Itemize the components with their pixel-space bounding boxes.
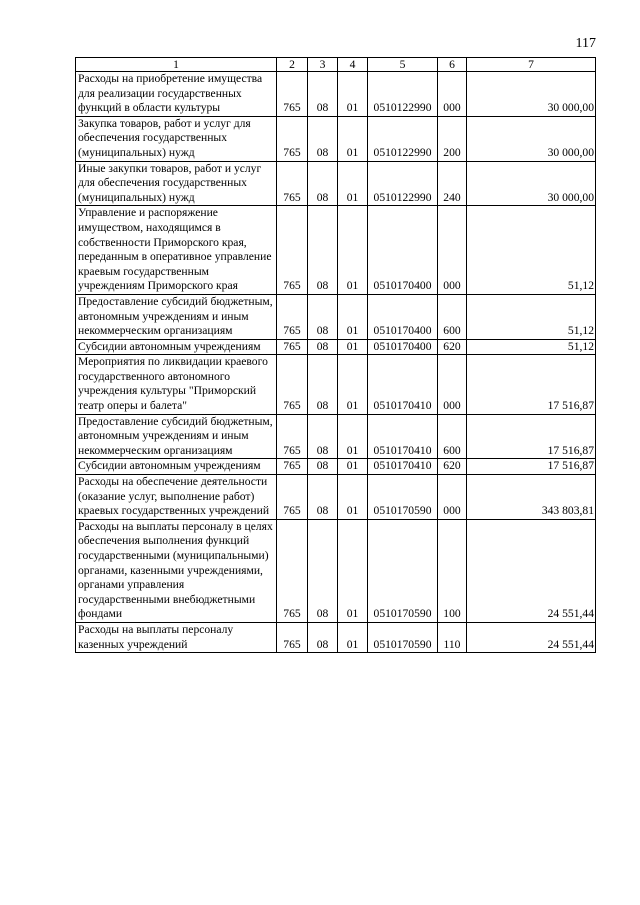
table-row — [76, 161, 596, 206]
row-col2: 765 — [277, 294, 308, 339]
row-amount: 30 000,00 — [467, 161, 596, 206]
row-description: Закупка товаров, работ и услуг для обеспечения государственных (муниципальных) нужд — [76, 116, 277, 161]
row-col6: 110 — [438, 622, 467, 652]
header-cell-3: 3 — [308, 58, 338, 72]
table-row — [76, 339, 596, 355]
row-col3: 08 — [308, 459, 338, 475]
row-col5: 0510170410 — [368, 414, 438, 459]
row-amount: 24 551,44 — [467, 519, 596, 622]
row-amount: 24 551,44 — [467, 622, 596, 652]
row-col4: 01 — [338, 355, 368, 414]
row-col3: 08 — [308, 339, 338, 355]
row-col6: 000 — [438, 206, 467, 295]
table-row — [76, 414, 596, 459]
row-description: Управление и распоряжение имуществом, находящимся в собственности Приморского края, переданным в оперативное управление краевым государственным учреждениям Приморского края — [76, 206, 277, 295]
row-col2: 765 — [277, 72, 308, 117]
table-row — [76, 294, 596, 339]
row-amount: 30 000,00 — [467, 72, 596, 117]
header-cell-1: 1 — [76, 58, 277, 72]
row-col2: 765 — [277, 519, 308, 622]
row-amount: 51,12 — [467, 339, 596, 355]
table-row — [76, 519, 596, 622]
row-col3: 08 — [308, 519, 338, 622]
row-col5: 0510170400 — [368, 206, 438, 295]
row-description: Субсидии автономным учреждениям — [76, 459, 277, 475]
row-description: Расходы на выплаты персоналу в целях обеспечения выполнения функций государственными (муниципальными) органами, казенными учреждениями, органами управления государственными внебюджетными фондами — [76, 519, 277, 622]
row-amount: 17 516,87 — [467, 414, 596, 459]
row-description: Предоставление субсидий бюджетным, автономным учреждениям и иным некоммерческим организациям — [76, 294, 277, 339]
row-col2: 765 — [277, 414, 308, 459]
row-col5: 0510170590 — [368, 622, 438, 652]
row-col4: 01 — [338, 294, 368, 339]
row-amount: 30 000,00 — [467, 116, 596, 161]
row-col2: 765 — [277, 161, 308, 206]
row-col2: 765 — [277, 475, 308, 520]
table-row — [76, 116, 596, 161]
table-row — [76, 475, 596, 520]
row-description: Предоставление субсидий бюджетным, автономным учреждениям и иным некоммерческим организациям — [76, 414, 277, 459]
row-col3: 08 — [308, 72, 338, 117]
header-row — [76, 58, 596, 72]
row-col5: 0510122990 — [368, 72, 438, 117]
row-col4: 01 — [338, 116, 368, 161]
row-col5: 0510170590 — [368, 475, 438, 520]
row-col6: 620 — [438, 339, 467, 355]
header-cell-4: 4 — [338, 58, 368, 72]
row-col4: 01 — [338, 161, 368, 206]
row-col3: 08 — [308, 206, 338, 295]
row-col5: 0510122990 — [368, 116, 438, 161]
row-col6: 000 — [438, 355, 467, 414]
row-col5: 0510170590 — [368, 519, 438, 622]
row-col3: 08 — [308, 622, 338, 652]
row-col2: 765 — [277, 116, 308, 161]
row-col6: 000 — [438, 72, 467, 117]
row-col5: 0510170400 — [368, 294, 438, 339]
row-col4: 01 — [338, 414, 368, 459]
row-col2: 765 — [277, 339, 308, 355]
row-amount: 17 516,87 — [467, 459, 596, 475]
row-description: Расходы на выплаты персоналу казенных учреждений — [76, 622, 277, 652]
row-col3: 08 — [308, 355, 338, 414]
row-col2: 765 — [277, 206, 308, 295]
table-row — [76, 355, 596, 414]
header-cell-5: 5 — [368, 58, 438, 72]
table-row — [76, 72, 596, 117]
row-col5: 0510170400 — [368, 339, 438, 355]
header-cell-2: 2 — [277, 58, 308, 72]
header-cell-7: 7 — [467, 58, 596, 72]
row-col4: 01 — [338, 339, 368, 355]
row-col4: 01 — [338, 519, 368, 622]
row-col4: 01 — [338, 206, 368, 295]
row-col5: 0510122990 — [368, 161, 438, 206]
row-col3: 08 — [308, 161, 338, 206]
row-col6: 240 — [438, 161, 467, 206]
table-row — [76, 622, 596, 652]
row-description: Расходы на обеспечение деятельности (оказание услуг, выполнение работ) краевых государственных учреждений — [76, 475, 277, 520]
row-col3: 08 — [308, 116, 338, 161]
row-amount: 343 803,81 — [467, 475, 596, 520]
row-col5: 0510170410 — [368, 459, 438, 475]
budget-table — [75, 57, 596, 653]
row-col6: 100 — [438, 519, 467, 622]
row-col3: 08 — [308, 294, 338, 339]
row-col2: 765 — [277, 355, 308, 414]
row-col2: 765 — [277, 459, 308, 475]
row-description: Мероприятия по ликвидации краевого государственного автономного учреждения культуры "Приморский театр оперы и балета" — [76, 355, 277, 414]
table-row — [76, 206, 596, 295]
row-col5: 0510170410 — [368, 355, 438, 414]
row-amount: 17 516,87 — [467, 355, 596, 414]
row-description: Расходы на приобретение имущества для реализации государственных функций в области культуры — [76, 72, 277, 117]
page-number: 117 — [575, 36, 596, 51]
row-col6: 600 — [438, 414, 467, 459]
row-col6: 000 — [438, 475, 467, 520]
row-col6: 620 — [438, 459, 467, 475]
row-col4: 01 — [338, 622, 368, 652]
row-col3: 08 — [308, 475, 338, 520]
table-row — [76, 459, 596, 475]
row-col6: 200 — [438, 116, 467, 161]
row-col3: 08 — [308, 414, 338, 459]
header-cell-6: 6 — [438, 58, 467, 72]
row-col6: 600 — [438, 294, 467, 339]
row-col4: 01 — [338, 475, 368, 520]
row-description: Иные закупки товаров, работ и услуг для обеспечения государственных (муниципальных) нужд — [76, 161, 277, 206]
row-col4: 01 — [338, 459, 368, 475]
row-description: Субсидии автономным учреждениям — [76, 339, 277, 355]
row-col4: 01 — [338, 72, 368, 117]
row-amount: 51,12 — [467, 294, 596, 339]
row-col2: 765 — [277, 622, 308, 652]
row-amount: 51,12 — [467, 206, 596, 295]
